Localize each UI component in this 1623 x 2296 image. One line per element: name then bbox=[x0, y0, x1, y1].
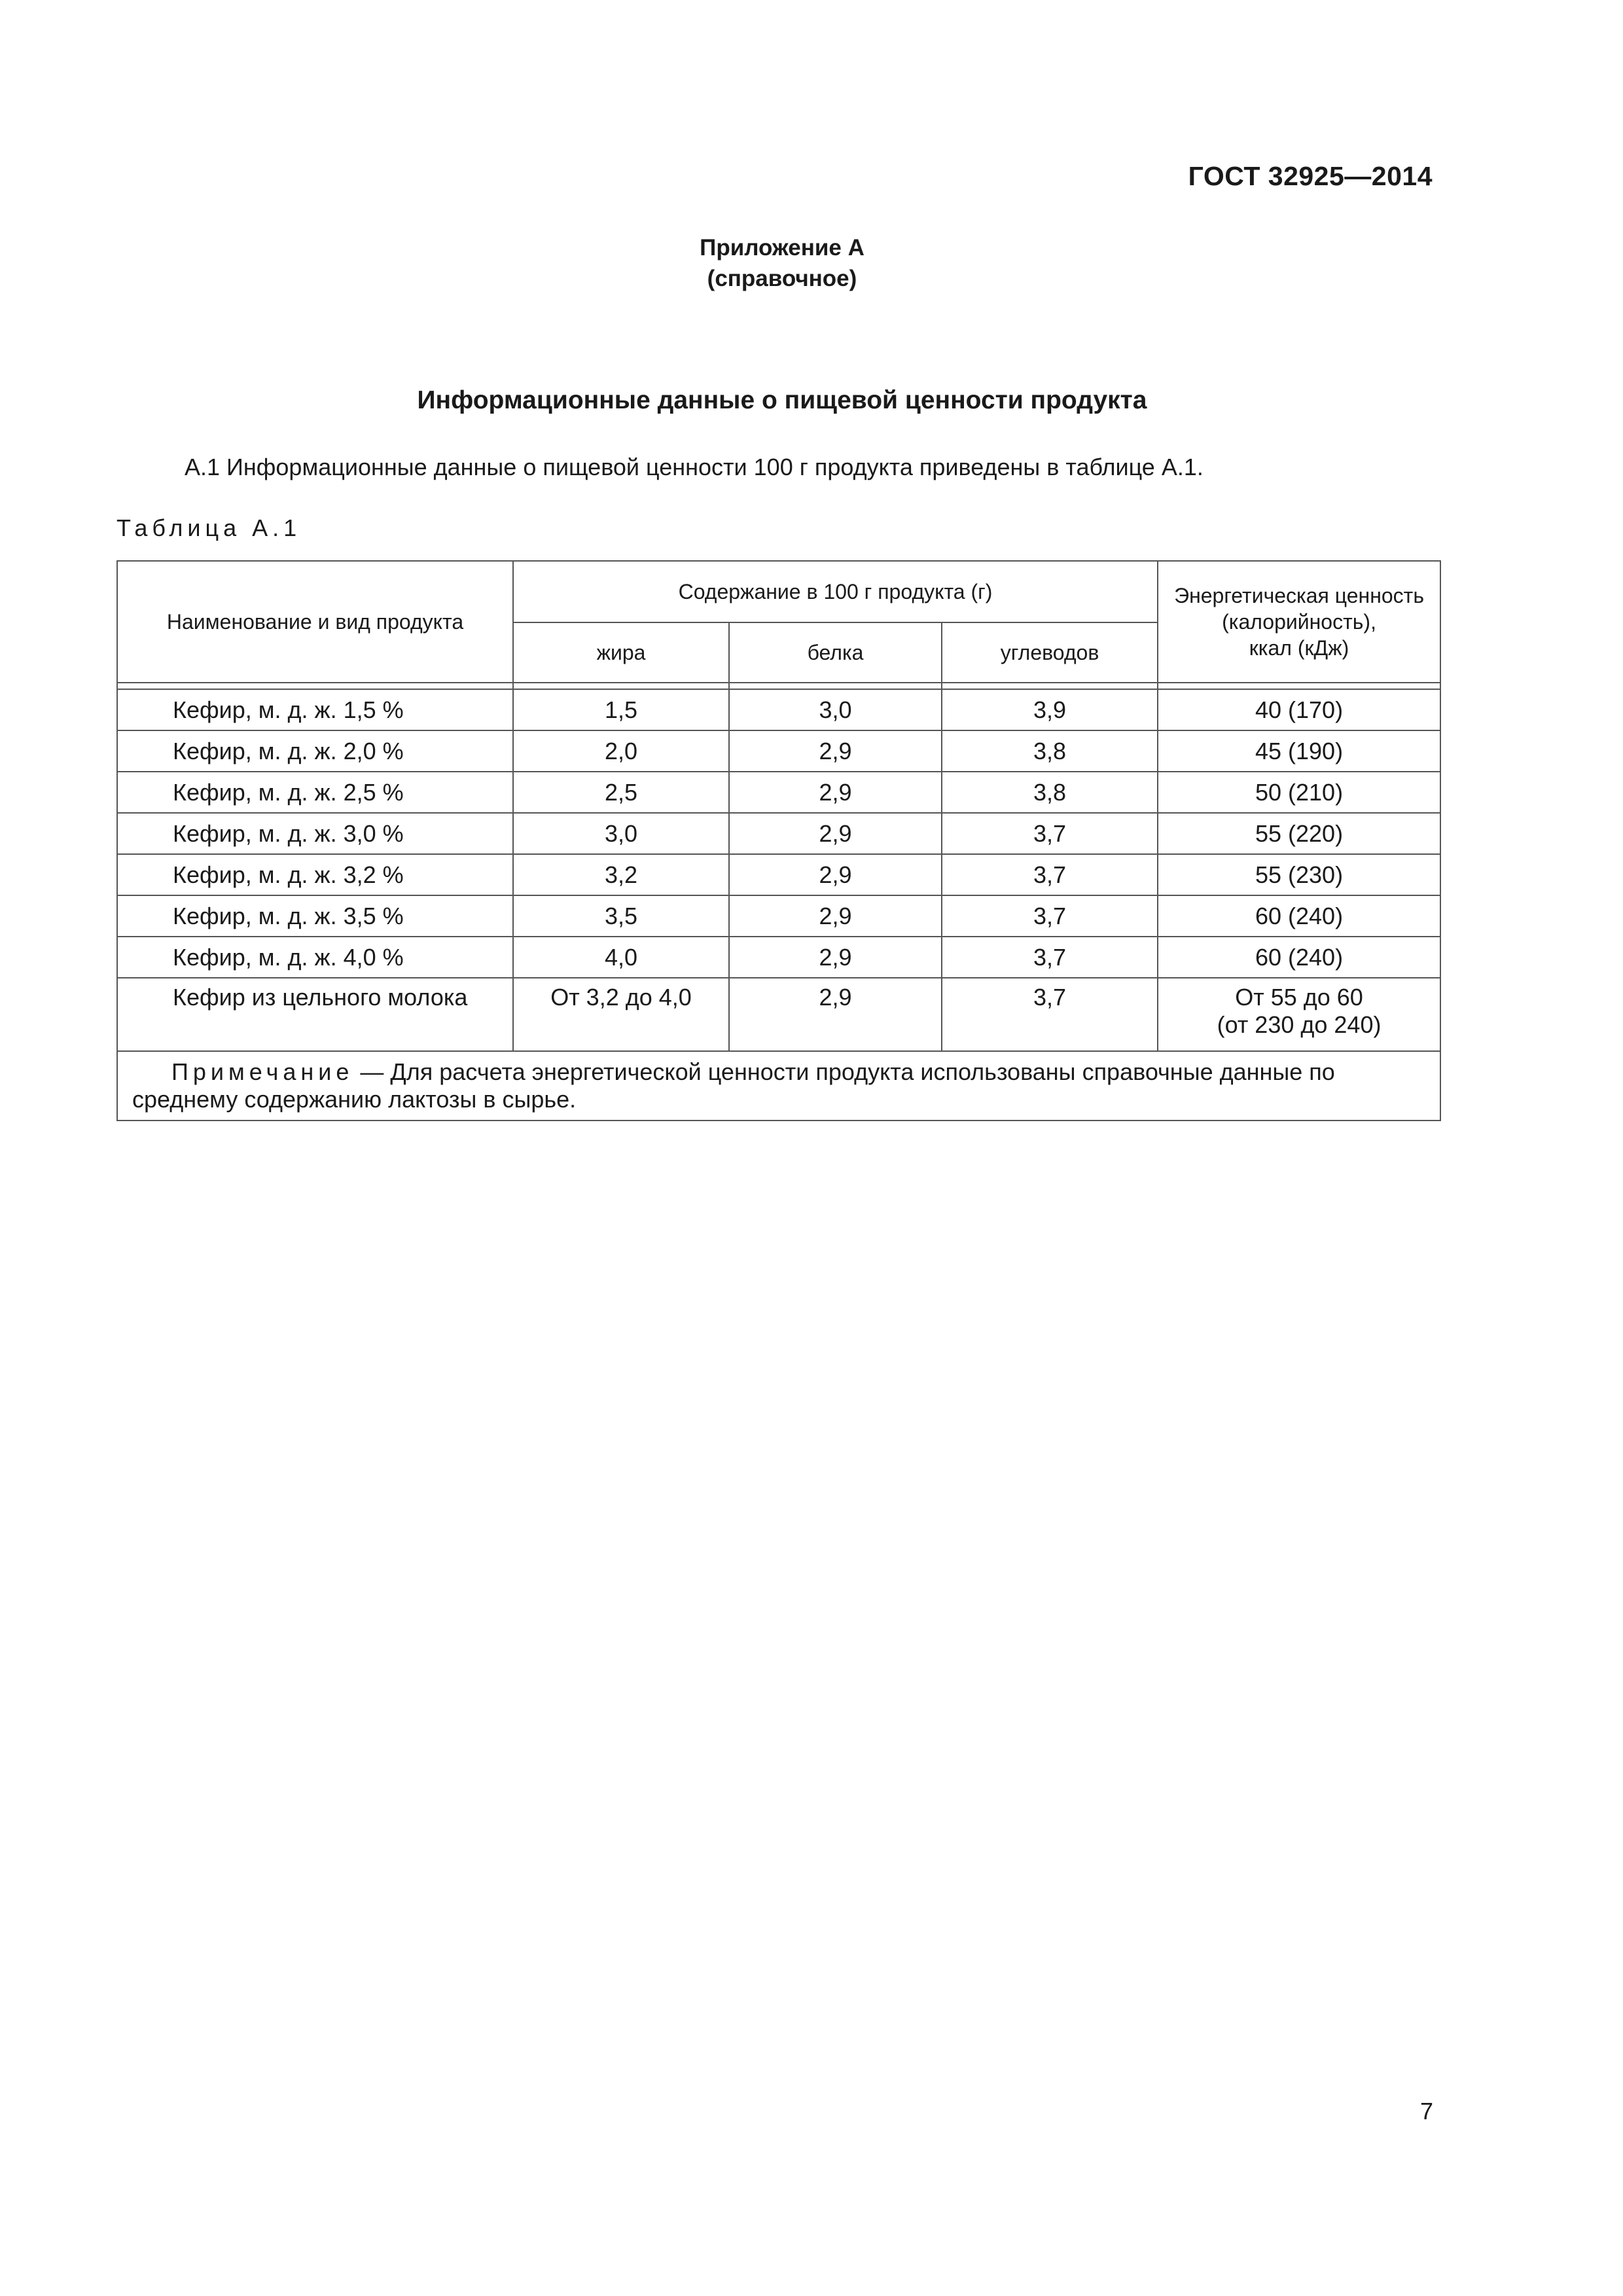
cell-fat: 3,2 bbox=[513, 854, 729, 895]
cell-carbs: 3,7 bbox=[942, 895, 1158, 937]
page-number: 7 bbox=[1419, 2098, 1433, 2125]
cell-energy-line1: От 55 до 60 bbox=[1235, 984, 1363, 1011]
cell-energy bbox=[1158, 978, 1440, 1051]
cell-protein: 3,0 bbox=[729, 689, 942, 730]
appendix-subtitle: (справочное) bbox=[707, 266, 857, 291]
cell-energy: 60 (240) bbox=[1158, 895, 1440, 937]
cell-fat: 1,5 bbox=[513, 689, 729, 730]
appendix-title: Приложение А bbox=[700, 235, 865, 260]
header-energy-line1: Энергетическая ценность bbox=[1174, 584, 1424, 607]
table-row bbox=[117, 854, 1440, 895]
cell-carbs: 3,7 bbox=[942, 813, 1158, 854]
cell-protein: 2,9 bbox=[729, 730, 942, 772]
cell-protein: 2,9 bbox=[729, 772, 942, 813]
cell-product-name: Кефир из цельного молока bbox=[117, 978, 513, 1051]
cell-product-name: Кефир, м. д. ж. 1,5 % bbox=[117, 689, 513, 730]
cell-fat: 4,0 bbox=[513, 937, 729, 978]
cell-fat: От 3,2 до 4,0 bbox=[513, 978, 729, 1051]
document-code: ГОСТ 32925—2014 bbox=[1188, 161, 1433, 191]
cell-fat: 2,5 bbox=[513, 772, 729, 813]
cell-protein: 2,9 bbox=[729, 854, 942, 895]
table-note bbox=[117, 1051, 1440, 1121]
cell-product-name: Кефир, м. д. ж. 3,2 % bbox=[117, 854, 513, 895]
header-separator bbox=[117, 683, 1440, 689]
cell-fat: 2,0 bbox=[513, 730, 729, 772]
table-row bbox=[117, 813, 1440, 854]
note-text: — Для расчета энергетической ценности продукта использованы справочные данные по среднему содержанию лактозы в сырье. bbox=[132, 1058, 1335, 1113]
cell-carbs: 3,8 bbox=[942, 730, 1158, 772]
cell-product-name: Кефир, м. д. ж. 3,0 % bbox=[117, 813, 513, 854]
cell-product-name: Кефир, м. д. ж. 2,0 % bbox=[117, 730, 513, 772]
table-row bbox=[117, 895, 1440, 937]
header-energy-line3: ккал (кДж) bbox=[1249, 636, 1349, 660]
cell-fat: 3,5 bbox=[513, 895, 729, 937]
cell-product-name: Кефир, м. д. ж. 3,5 % bbox=[117, 895, 513, 937]
cell-carbs: 3,9 bbox=[942, 689, 1158, 730]
cell-energy: 60 (240) bbox=[1158, 937, 1440, 978]
table-row bbox=[117, 689, 1440, 730]
nutrition-table bbox=[116, 560, 1441, 1121]
cell-carbs: 3,7 bbox=[942, 978, 1158, 1051]
cell-energy: 55 (220) bbox=[1158, 813, 1440, 854]
header-energy bbox=[1158, 561, 1440, 683]
appendix-heading bbox=[0, 232, 1564, 294]
table-row bbox=[117, 772, 1440, 813]
cell-energy: 45 (190) bbox=[1158, 730, 1440, 772]
cell-carbs: 3,7 bbox=[942, 937, 1158, 978]
section-title: Информационные данные о пищевой ценности продукта bbox=[417, 386, 1147, 414]
table-row bbox=[117, 730, 1440, 772]
header-energy-line2: (калорийность), bbox=[1222, 610, 1376, 634]
table-row bbox=[117, 937, 1440, 978]
intro-paragraph: А.1 Информационные данные о пищевой ценности 100 г продукта приведены в таблице А.1. bbox=[185, 454, 1204, 480]
cell-protein: 2,9 bbox=[729, 978, 942, 1051]
header-content-group: Содержание в 100 г продукта (г) bbox=[513, 561, 1158, 622]
cell-energy: 50 (210) bbox=[1158, 772, 1440, 813]
cell-protein: 2,9 bbox=[729, 937, 942, 978]
cell-carbs: 3,7 bbox=[942, 854, 1158, 895]
header-protein: белка bbox=[729, 622, 942, 683]
cell-product-name: Кефир, м. д. ж. 4,0 % bbox=[117, 937, 513, 978]
cell-protein: 2,9 bbox=[729, 895, 942, 937]
cell-protein: 2,9 bbox=[729, 813, 942, 854]
cell-carbs: 3,8 bbox=[942, 772, 1158, 813]
cell-product-name: Кефир, м. д. ж. 2,5 % bbox=[117, 772, 513, 813]
cell-energy: 55 (230) bbox=[1158, 854, 1440, 895]
cell-fat: 3,0 bbox=[513, 813, 729, 854]
header-carbs: углеводов bbox=[942, 622, 1158, 683]
header-fat: жира bbox=[513, 622, 729, 683]
cell-energy: 40 (170) bbox=[1158, 689, 1440, 730]
table-note-row bbox=[117, 1051, 1440, 1121]
table-row bbox=[117, 978, 1440, 1051]
header-product-name: Наименование и вид продукта bbox=[117, 561, 513, 683]
table-caption: Таблица А.1 bbox=[116, 514, 302, 541]
cell-energy-line2: (от 230 до 240) bbox=[1217, 1011, 1382, 1038]
note-label: Примечание bbox=[171, 1058, 354, 1085]
